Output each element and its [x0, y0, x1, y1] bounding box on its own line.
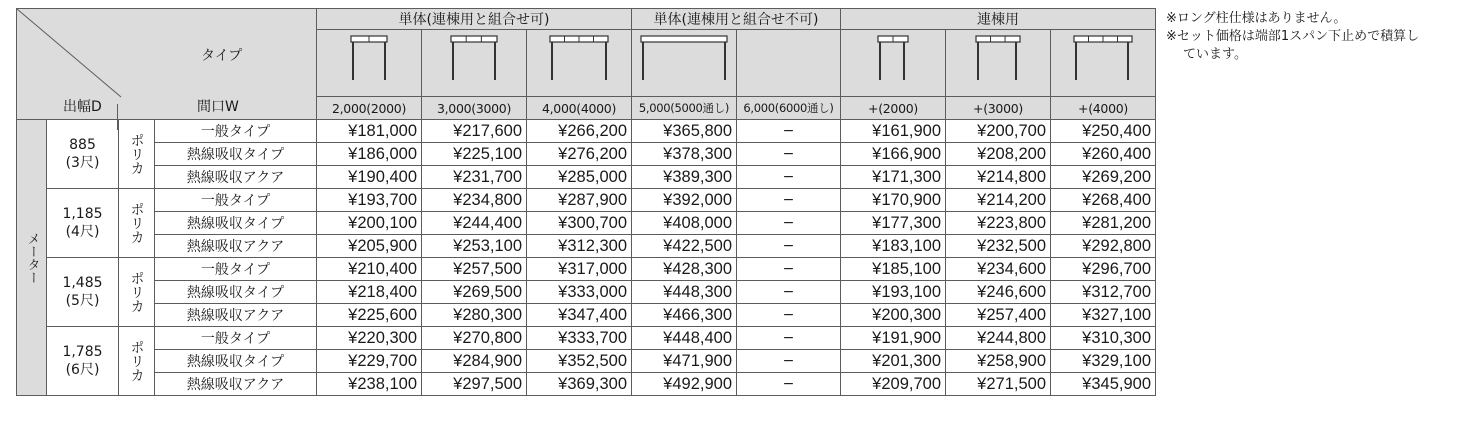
price-cell: ¥177,300 — [841, 212, 946, 235]
price-cell: ¥208,200 — [946, 143, 1051, 166]
unit-cell — [17, 120, 47, 396]
price-cell: ¥257,400 — [946, 304, 1051, 327]
price-cell: ¥201,300 — [841, 350, 946, 373]
price-cell: ¥317,000 — [527, 258, 632, 281]
carport-diagram-icon — [946, 30, 1050, 92]
price-cell: ¥170,900 — [841, 189, 946, 212]
price-cell: ¥200,300 — [841, 304, 946, 327]
price-cell: ¥193,100 — [841, 281, 946, 304]
price-cell: ¥296,700 — [1051, 258, 1156, 281]
price-cell: ¥422,500 — [632, 235, 737, 258]
price-cell: ¥471,900 — [632, 350, 737, 373]
price-cell: ¥250,400 — [1051, 120, 1156, 143]
depth-label: 出幅D — [63, 99, 102, 115]
price-cell: ¥209,700 — [841, 373, 946, 396]
table-row — [17, 350, 1156, 373]
column-header: 2,000(2000) — [317, 97, 422, 120]
price-cell: ¥448,400 — [632, 327, 737, 350]
type-name: 熱線吸収アクア — [155, 166, 317, 189]
table-row — [17, 327, 1156, 350]
type-name: 一般タイプ — [155, 327, 317, 350]
price-cell: ¥258,900 — [946, 350, 1051, 373]
type-name: 熱線吸収タイプ — [155, 212, 317, 235]
price-cell: ¥428,300 — [632, 258, 737, 281]
column-header: 3,000(3000) — [422, 97, 527, 120]
price-cell: ¥234,600 — [946, 258, 1051, 281]
price-cell: ¥246,600 — [946, 281, 1051, 304]
price-cell: − — [737, 212, 841, 235]
carport-diagram-icon — [841, 30, 945, 92]
price-cell: ¥492,900 — [632, 373, 737, 396]
table-row — [17, 235, 1156, 258]
price-cell: ¥352,500 — [527, 350, 632, 373]
header-corner — [17, 9, 317, 120]
depth-value: 1,785 — [62, 344, 103, 360]
price-cell: − — [737, 281, 841, 304]
price-cell: ¥214,200 — [946, 189, 1051, 212]
price-cell: ¥232,500 — [946, 235, 1051, 258]
type-name: 熱線吸収タイプ — [155, 143, 317, 166]
depth-cell — [47, 189, 119, 258]
unit-label: メーター — [24, 231, 40, 284]
price-cell: ¥181,000 — [317, 120, 422, 143]
header-divider — [117, 104, 118, 130]
column-header: +(4000) — [1051, 97, 1156, 120]
price-cell: ¥183,100 — [841, 235, 946, 258]
carport-diagram-icon — [317, 30, 421, 92]
price-cell: − — [737, 143, 841, 166]
price-cell: ¥225,600 — [317, 304, 422, 327]
price-cell: ¥223,800 — [946, 212, 1051, 235]
depth-cell — [47, 327, 119, 396]
carport-diagram-cell — [946, 30, 1051, 97]
carport-diagram-cell — [317, 30, 422, 97]
carport-diagram-icon — [422, 30, 526, 92]
type-name: 熱線吸収タイプ — [155, 350, 317, 373]
column-header: 6,000(6000通し) — [737, 97, 841, 120]
table-row — [17, 166, 1156, 189]
depth-value: 885 — [69, 137, 96, 153]
note-line: ています。 — [1183, 47, 1247, 62]
price-cell: ¥200,100 — [317, 212, 422, 235]
type-label: タイプ — [201, 48, 243, 64]
price-cell: ¥312,300 — [527, 235, 632, 258]
type-name: 熱線吸収タイプ — [155, 281, 317, 304]
table-row — [17, 373, 1156, 396]
depth-shaku: (5尺) — [65, 293, 100, 309]
price-cell: ¥253,100 — [422, 235, 527, 258]
price-cell: ¥244,400 — [422, 212, 527, 235]
price-cell: ¥268,400 — [1051, 189, 1156, 212]
price-cell: − — [737, 350, 841, 373]
price-table — [16, 8, 1156, 396]
price-cell: − — [737, 189, 841, 212]
carport-diagram-cell — [422, 30, 527, 97]
column-header: +(2000) — [841, 97, 946, 120]
price-cell: ¥327,100 — [1051, 304, 1156, 327]
price-cell: ¥310,300 — [1051, 327, 1156, 350]
price-cell: ¥161,900 — [841, 120, 946, 143]
price-cell: ¥466,300 — [632, 304, 737, 327]
table-row — [17, 281, 1156, 304]
price-cell: − — [737, 327, 841, 350]
price-cell: ¥329,100 — [1051, 350, 1156, 373]
table-row — [17, 258, 1156, 281]
price-cell: ¥408,000 — [632, 212, 737, 235]
depth-shaku: (4尺) — [65, 224, 100, 240]
price-cell: ¥300,700 — [527, 212, 632, 235]
price-cell: ¥389,300 — [632, 166, 737, 189]
table-row — [17, 143, 1156, 166]
price-cell: ¥218,400 — [317, 281, 422, 304]
material-cell — [119, 258, 155, 327]
price-cell: ¥285,000 — [527, 166, 632, 189]
price-cell: ¥365,800 — [632, 120, 737, 143]
price-cell: ¥378,300 — [632, 143, 737, 166]
price-cell: ¥271,500 — [946, 373, 1051, 396]
type-name: 熱線吸収アクア — [155, 373, 317, 396]
price-cell: ¥345,900 — [1051, 373, 1156, 396]
carport-diagram-cell — [632, 30, 737, 97]
price-cell: ¥448,300 — [632, 281, 737, 304]
price-cell: ¥190,400 — [317, 166, 422, 189]
price-cell: ¥333,000 — [527, 281, 632, 304]
price-cell: ¥257,500 — [422, 258, 527, 281]
diagonal-line — [17, 9, 317, 119]
price-cell: ¥200,700 — [946, 120, 1051, 143]
price-cell: − — [737, 120, 841, 143]
price-cell: ¥297,500 — [422, 373, 527, 396]
column-header: 4,000(4000) — [527, 97, 632, 120]
price-cell: − — [737, 235, 841, 258]
type-name: 一般タイプ — [155, 120, 317, 143]
material-cell — [119, 189, 155, 258]
price-cell: ¥260,400 — [1051, 143, 1156, 166]
material-label: ポリカ — [128, 133, 145, 175]
price-cell: ¥217,600 — [422, 120, 527, 143]
table-row — [17, 304, 1156, 327]
notes — [1166, 10, 1466, 64]
carport-diagram-cell — [737, 30, 841, 97]
group-header: 連棟用 — [841, 9, 1156, 30]
column-header: 5,000(5000通し) — [632, 97, 737, 120]
depth-value: 1,185 — [62, 206, 103, 222]
price-cell: ¥333,700 — [527, 327, 632, 350]
price-cell: ¥292,800 — [1051, 235, 1156, 258]
price-cell: ¥312,700 — [1051, 281, 1156, 304]
depth-shaku: (3尺) — [65, 155, 100, 171]
note-line: ※セット価格は端部1スパン下止めで積算し — [1166, 29, 1420, 44]
price-cell: ¥238,100 — [317, 373, 422, 396]
price-cell: ¥269,500 — [422, 281, 527, 304]
carport-diagram-cell — [527, 30, 632, 97]
table-row — [17, 189, 1156, 212]
price-cell: ¥270,800 — [422, 327, 527, 350]
price-cell: ¥369,300 — [527, 373, 632, 396]
price-cell: ¥229,700 — [317, 350, 422, 373]
price-cell: ¥234,800 — [422, 189, 527, 212]
price-cell: ¥214,800 — [946, 166, 1051, 189]
carport-diagram-cell — [841, 30, 946, 97]
price-cell: ¥392,000 — [632, 189, 737, 212]
depth-shaku: (6尺) — [65, 362, 100, 378]
price-cell: − — [737, 373, 841, 396]
price-cell: ¥193,700 — [317, 189, 422, 212]
price-cell: ¥186,000 — [317, 143, 422, 166]
price-cell: ¥269,200 — [1051, 166, 1156, 189]
carport-diagram-icon — [1051, 30, 1155, 92]
price-cell: ¥171,300 — [841, 166, 946, 189]
carport-diagram-icon — [527, 30, 631, 92]
group-header: 単体(連棟用と組合せ可) — [317, 9, 632, 30]
price-cell: ¥205,900 — [317, 235, 422, 258]
note-line: ※ロング柱仕様はありません。 — [1166, 11, 1347, 26]
price-cell: ¥347,400 — [527, 304, 632, 327]
depth-cell — [47, 120, 119, 189]
group-header: 単体(連棟用と組合せ不可) — [632, 9, 841, 30]
price-cell: ¥185,100 — [841, 258, 946, 281]
price-cell: ¥281,200 — [1051, 212, 1156, 235]
type-name: 一般タイプ — [155, 258, 317, 281]
price-cell: ¥280,300 — [422, 304, 527, 327]
price-cell: − — [737, 166, 841, 189]
depth-cell — [47, 258, 119, 327]
price-cell: − — [737, 258, 841, 281]
type-name: 一般タイプ — [155, 189, 317, 212]
carport-diagram-cell — [1051, 30, 1156, 97]
price-cell: ¥266,200 — [527, 120, 632, 143]
material-cell — [119, 120, 155, 189]
type-name: 熱線吸収アクア — [155, 304, 317, 327]
price-cell: ¥210,400 — [317, 258, 422, 281]
material-cell — [119, 327, 155, 396]
price-cell: − — [737, 304, 841, 327]
type-name: 熱線吸収アクア — [155, 235, 317, 258]
price-cell: ¥231,700 — [422, 166, 527, 189]
price-cell: ¥225,100 — [422, 143, 527, 166]
material-label: ポリカ — [128, 202, 145, 244]
table-row — [17, 120, 1156, 143]
table-row — [17, 212, 1156, 235]
price-cell: ¥284,900 — [422, 350, 527, 373]
price-cell: ¥166,900 — [841, 143, 946, 166]
price-cell: ¥287,900 — [527, 189, 632, 212]
width-label: 間口W — [197, 99, 239, 115]
price-cell: ¥220,300 — [317, 327, 422, 350]
column-header: +(3000) — [946, 97, 1051, 120]
price-cell: ¥276,200 — [527, 143, 632, 166]
price-cell: ¥244,800 — [946, 327, 1051, 350]
price-cell: ¥191,900 — [841, 327, 946, 350]
material-label: ポリカ — [128, 271, 145, 313]
material-label: ポリカ — [128, 340, 145, 382]
depth-value: 1,485 — [62, 275, 103, 291]
carport-diagram-icon — [632, 30, 736, 92]
